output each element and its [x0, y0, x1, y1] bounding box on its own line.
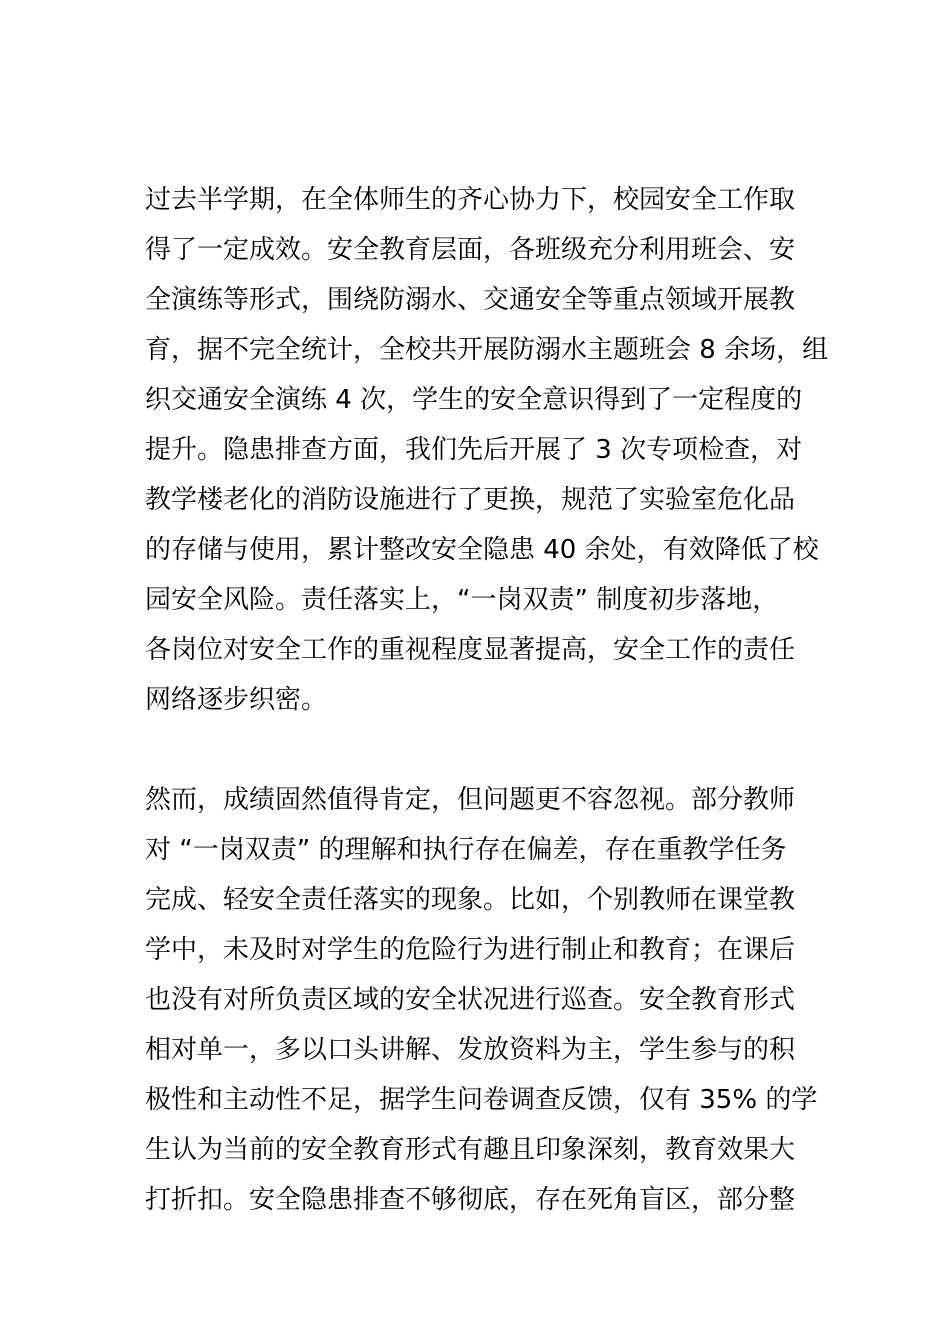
paragraph-line: 织交通安全演练 4 次，学生的安全意识得到了一定程度的	[145, 385, 803, 415]
paragraph-line: 打折扣。安全隐患排查不够彻底，存在死角盲区，部分整	[145, 1185, 796, 1215]
paragraph-line: 然而，成绩固然值得肯定，但问题更不容忽视。部分教师	[145, 785, 796, 815]
paragraph-line: 对 “一岗双责” 的理解和执行存在偏差，存在重教学任务	[145, 835, 787, 865]
paragraph-line: 的存储与使用，累计整改安全隐患 40 余处，有效降低了校	[145, 535, 819, 565]
paragraph-achievements	[145, 175, 829, 725]
paragraph-line: 生认为当前的安全教育形式有趣且印象深刻，教育效果大	[145, 1135, 796, 1165]
paragraph-line: 园安全风险。责任落实上，“一岗双责” 制度初步落地，	[145, 585, 779, 615]
paragraph-line: 全演练等形式，围绕防溺水、交通安全等重点领域开展教	[145, 285, 796, 315]
paragraph-line: 相对单一，多以口头讲解、发放资料为主，学生参与的积	[145, 1035, 796, 1065]
paragraph-line: 得了一定成效。安全教育层面，各班级充分利用班会、安	[145, 235, 796, 265]
paragraph-line: 极性和主动性不足，据学生问卷调查反馈，仅有 35% 的学	[145, 1085, 818, 1115]
paragraph-line: 育，据不完全统计，全校共开展防溺水主题班会 8 余场，组	[145, 335, 829, 365]
paragraph-line: 过去半学期，在全体师生的齐心协力下，校园安全工作取	[145, 185, 796, 215]
paragraph-line: 网络逐步织密。	[145, 685, 328, 715]
paragraph-line: 提升。隐患排查方面，我们先后开展了 3 次专项检查，对	[145, 435, 803, 465]
paragraph-line: 各岗位对安全工作的重视程度显著提高，安全工作的责任	[145, 635, 796, 665]
paragraph-problems	[145, 775, 818, 1225]
paragraph-line: 完成、轻安全责任落实的现象。比如，个别教师在课堂教	[145, 885, 796, 915]
paragraph-line: 学中，未及时对学生的危险行为进行制止和教育；在课后	[145, 935, 796, 965]
paragraph-line: 也没有对所负责区域的安全状况进行巡查。安全教育形式	[145, 985, 796, 1015]
paragraph-line: 教学楼老化的消防设施进行了更换，规范了实验室危化品	[145, 485, 796, 515]
